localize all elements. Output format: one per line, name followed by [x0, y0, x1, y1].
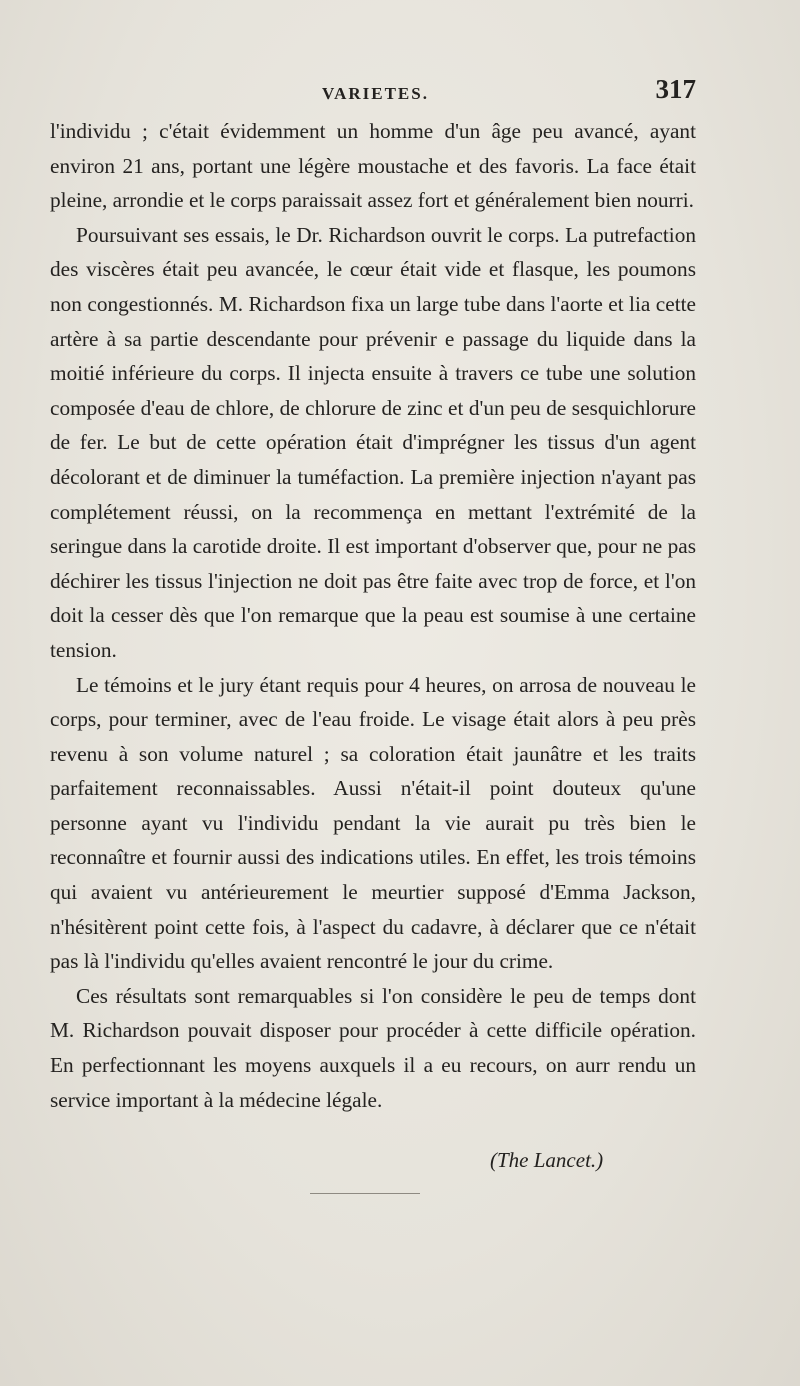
paragraph-4: Ces résultats sont remarquables si l'on considère le peu de temps dont M. Richardson pouvait disposer pour procéder à cette difficile opération. En perfectionnant les moyens auxquels il a eu recours, on aurr rendu un service important à la médecine légale.	[50, 983, 696, 1112]
section-divider	[310, 1193, 420, 1194]
source-signature: (The Lancet.)	[490, 1148, 604, 1172]
paragraph-1: l'individu ; c'était évidemment un homme d'un âge peu avancé, ayant environ 21 ans, portant une légère moustache et des favoris. La face était pleine, arrondie et le corps paraissait assez fort et généralement bien nourri.	[50, 119, 696, 213]
page-header	[50, 74, 696, 114]
running-title: VARIETES.	[322, 84, 429, 103]
article-body	[50, 114, 696, 1117]
page-number: 317	[655, 74, 696, 104]
paragraph-2: Poursuivant ses essais, le Dr. Richardson ouvrit le corps. La putrefaction des viscères était peu avancée, le cœur était vide et flasque, les poumons non congestionnés. M. Richardson fixa un large tube dans l'aorte et lia cette artère à sa partie descendante pour prévenir e passage du liquide dans la moitié inférieure du corps. Il injecta ensuite à travers ce tube une solution composée d'eau de chlore, de chlorure de zinc et d'un peu de sesquichlorure de fer. Le but de cette opération était d'imprégner les tissus d'un agent décolorant et de diminuer la tuméfaction. La première injection n'ayant pas complétement réussi, on la recommença en mettant l'extrémité de la seringue dans la carotide droite. Il est important d'observer que, pour ne pas déchirer les tissus l'injection ne doit pas être faite avec trop de force, et l'on doit la cesser dès que l'on remarque que la peau est soumise à une certaine tension.	[50, 222, 696, 662]
paragraph-3: Le témoins et le jury étant requis pour 4 heures, on arrosa de nouveau le corps, pour terminer, avec de l'eau froide. Le visage était alors à peu près revenu à son volume naturel ; sa coloration était jaunâtre et les traits parfaitement reconnaissables. Aussi n'était-il point douteux qu'une personne ayant vu l'individu pendant la vie aurait pu très bien le reconnaître et fournir aussi des indications utiles. En effet, les trois témoins qui avaient vu antérieurement le meurtier supposé d'Emma Jackson, n'hésitèrent point cette fois, à l'aspect du cadavre, à déclarer que ce n'était pas là l'individu qu'elles avaient rencontré le jour du crime.	[50, 672, 696, 974]
